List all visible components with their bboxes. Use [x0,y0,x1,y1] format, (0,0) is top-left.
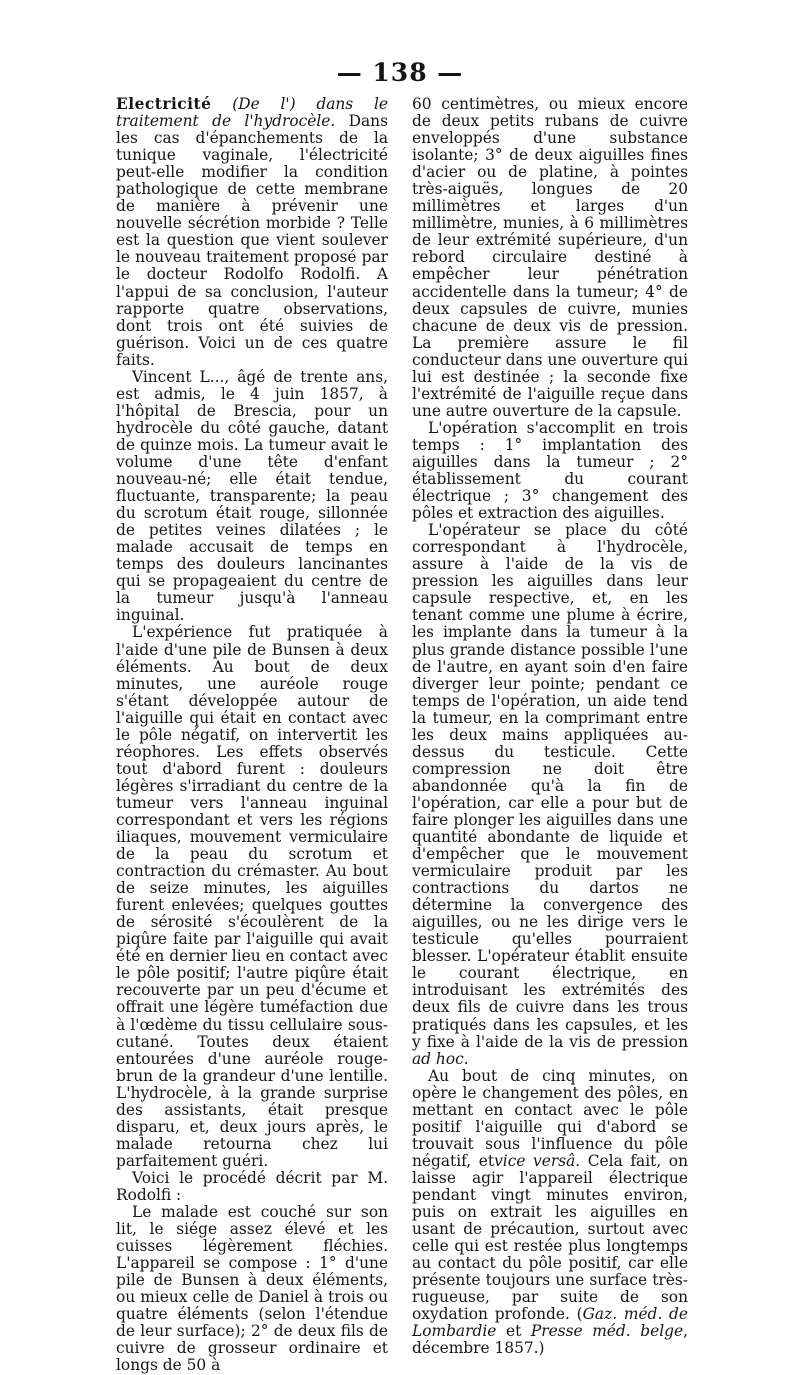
vice-versa-text: vice versâ. [494,1151,581,1170]
paragraph-operateur [412,522,688,1068]
paragraph-continued: 60 centimètres, ou mieux encore de deux petits rubans de cuivre enveloppés d'une substance isolante; 3° de deux aiguilles fines d'acier ou de platine, à pointes très-aiguës, longues de 20 millimètres et larges d'un millimètre, munies, à 6 millimètres de leur extrémité supérieure, d'un rebord circulaire destiné à empêcher leur pénétration accidentelle dans la tumeur; 4° de deux capsules de cuivre, munies chacune de deux vis de pression. La première assure le fil conducteur dans une ouverture qui lui est destinée ; la seconde fixe l'extrémité de l'aiguille reçue dans une autre ouverture de la capsule. [412,95,688,420]
article-heading-subtitle: (De l') dans le traitement de l'hydrocèle. [116,95,388,131]
paragraph-experience: L'expérience fut pratiquée à l'aide d'une pile de Bunsen à deux éléments. Au bout de deux minutes, une auréole rouge s'étant développée autour de l'aiguille qui était en contact avec le pôle négatif, on intervertit les réophores. Les effets observés tout d'abord furent : douleurs légères s'irradiant du centre de la tumeur vers l'anneau inguinal correspondant et vers les régions iliaques, mouvement vermiculaire de la peau du scrotum et contraction du crémaster. Au bout de seize minutes, les aiguilles furent enlevées; quelques gouttes de sérosité s'écoulèrent de la piqûre faite par l'aiguille qui avait été en dernier lieu en contact avec le pôle positif; l'autre piqûre était recouverte par un peu d'écume et offrait une légère tuméfaction due à l'œdème du tissu cellulaire sous-cutané. Toutes deux étaient entourées d'une auréole rouge-brun de la grandeur d'une lentille. L'hydrocèle, à la grande surprise des assistants, était presque disparu, et, deux jours après, le malade retourna chez lui parfaitement guéri. [116,623,388,1170]
source-and: et [496,1322,531,1341]
operateur-text: L'opérateur se place du côté correspondant à l'hydrocèle, assure à l'aide de la vis de pression les aiguilles dans leur capsule respective, et, en les tenant comme une plume à écrire, les implante dans la tumeur à la plus grande distance possible l'une de l'autre, en ayant soin d'en faire diverger leur pointe; pendant ce temps de l'opération, un aide tend la tumeur, en la comprimant entre les deux mains appliquées au-dessus du testicule. Cette compression ne doit être abandonnée qu'à la fin de l'opération, car elle a pour but de faire plonger les aiguilles dans une quantité abondante de liquide et d'empêcher que le mouvement vermiculaire produit par les contractions du dartos ne détermine la convergence des aiguilles, ou ne les dirige vers le testicule qu'elles pourraient blesser. L'opérateur établit ensuite le courant électrique, en introduisant les extrémités des deux fils de cuivre dans les trous pratiqués dans les capsules, et les y fixe à l'aide de la vis de pression [412,521,688,1051]
paragraph-operation: L'opération s'accomplit en trois temps : 1° implantation des aiguilles dans la tumeur ; 2° établissement du courant électrique ; 3° changement des pôles et extraction des aiguilles. [412,418,688,523]
source-presse: Presse méd. belge [530,1322,684,1341]
bout-rest-text: Cela fait, on laisse agir l'appareil électrique pendant vingt minutes environ, puis on extrait les aiguilles en usant de précaution, surtout avec celle qui est restée plus longtemps au contact du pôle positif, car elle présente toujours une surface très-rugueuse, par suite de son oxydation profonde. ( [412,1151,688,1324]
paragraph-malade: Le malade est couché sur son lit, le siége assez élevé et les cuisses légèrement fléchies. L'appareil se compose : 1° d'une pile de Bunsen à deux éléments, ou mieux celle de Daniel à trois ou quatre éléments (selon l'étendue de leur surface); 2° de deux fils de cuivre de grosseur ordinaire et longs de 50 à [116,1203,388,1375]
paragraph-procede: Voici le procédé décrit par M. Rodolfi : [116,1168,388,1204]
paragraph-case: Vincent L..., âgé de trente ans, est admis, le 4 juin 1857, à l'hôpital de Brescia, pour un hydrocèle du côté gauche, datant de quinze mois. La tumeur avait le volume d'une tête d'enfant nouveau-né; elle était tendue, fluctuante, transparente; la peau du scrotum était rouge, sillonnée de petites veines dilatées ; le malade accusait de temps en temps des douleurs lancinantes qui se propageaient du centre de la tumeur jusqu'à l'anneau inguinal. [116,367,388,625]
source-gazette: Gaz. méd. de Lombardie [412,1305,688,1341]
paragraph-bout [412,1068,688,1358]
right-column [412,96,688,1357]
page-number: — 138 — [336,58,464,87]
article-heading: Electricité [116,95,212,113]
intro-text: Dans les cas d'épanchements de la tunique vaginale, l'électricité peut-elle modifier la condition pathologique de cette membrane de manière à prévenir une nouvelle sécrétion morbide ? Telle est la question que vient soulever le nouveau traitement proposé par le docteur Rodolfo Rodolfi. A l'appui de sa conclusion, l'auteur rapporte quatre observations, dont trois ont été suivies de guérison. Voici un de ces quatre faits. [116,112,388,369]
article-intro [116,96,388,369]
ad-hoc-text: ad hoc. [412,1049,469,1068]
left-column [116,96,388,1375]
bout-text: Au bout de cinq minutes, on opère le changement des pôles, en mettant en contact avec le pôle positif l'aiguille qui d'abord se trouvait sous l'influence du pôle négatif, et [412,1066,688,1170]
source-date: , décembre 1857.) [412,1322,688,1358]
